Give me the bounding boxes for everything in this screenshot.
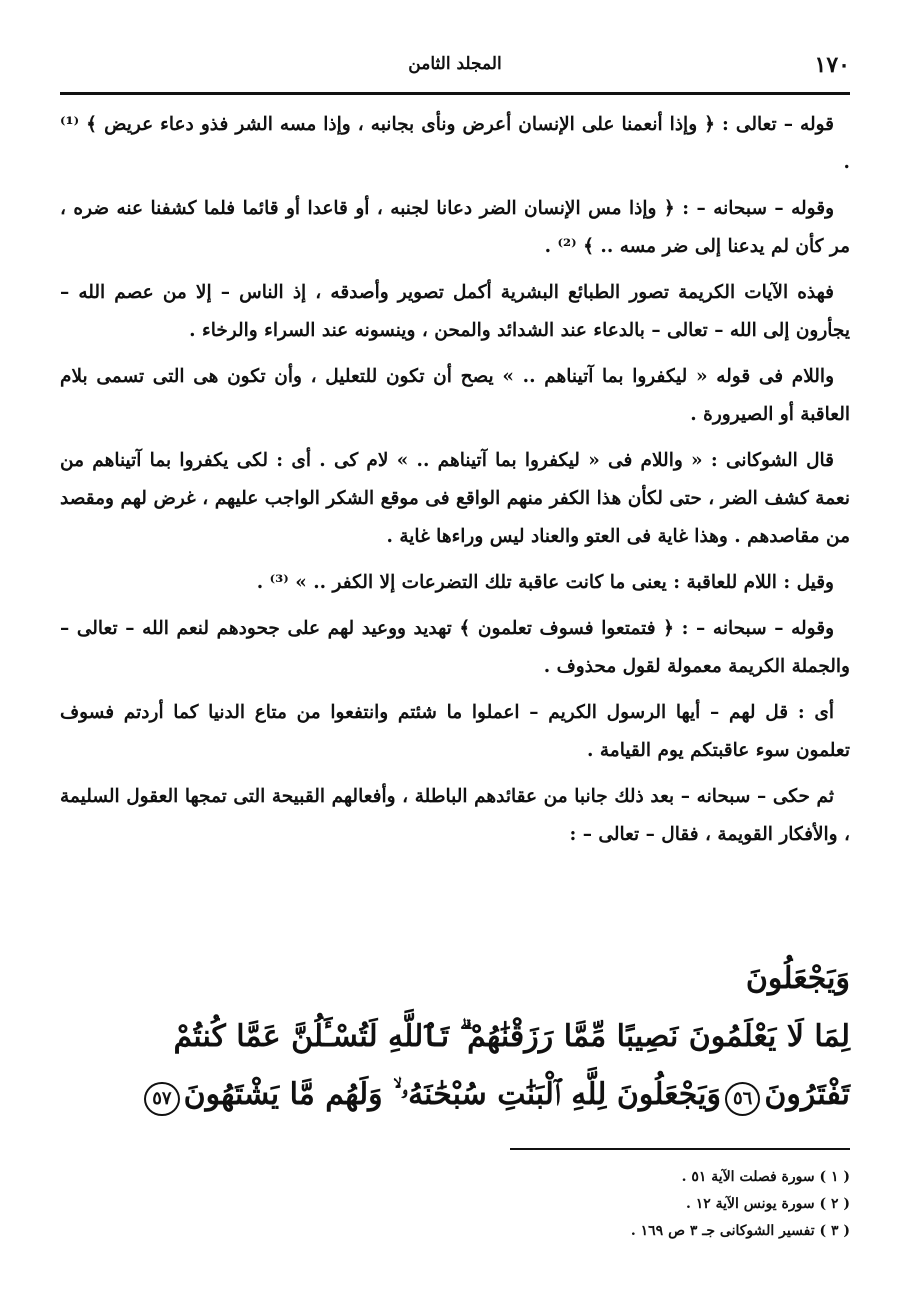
page-header xyxy=(60,40,850,88)
paragraph: وقوله – سبحانه – : ﴿ وإذا مس الإنسان الضر دعانا لجنبه ، أو قاعدا أو قائما فلما كشفنا عنه ضره ، مر كأن لم يدعنا إلى ضر مسه .. ﴾ ⁽²⁾ . xyxy=(60,198,850,257)
page-number: ١٧٠ xyxy=(814,52,850,78)
verse-line-3-start: تَفْتَرُونَ xyxy=(764,1077,850,1112)
verse-line-1: وَيَجْعَلُونَ xyxy=(745,961,850,996)
footnote-1: ( ١ ) سورة فصلت الآية ٥١ . xyxy=(681,1169,850,1185)
paragraph: واللام فى قوله « ليكفروا بما آتيناهم .. » يصح أن تكون للتعليل ، وأن تكون هى التى تسمى بلام العاقبة أو الصيرورة . xyxy=(60,366,850,425)
footnote-divider xyxy=(510,1148,850,1150)
commentary-text xyxy=(60,106,850,862)
book-page xyxy=(60,40,850,1280)
verse-line-3 xyxy=(80,1066,850,1124)
ayah-number-56: ٥٦ xyxy=(725,1082,760,1116)
footnotes xyxy=(631,1164,850,1245)
header-divider xyxy=(60,92,850,95)
paragraph: فهذه الآيات الكريمة تصور الطبائع البشرية أكمل تصوير وأصدقه ، إذ الناس – إلا من عصم الله – يجأرون إلى الله – تعالى – بالدعاء عند الشدائد والمحن ، وينسونه عند السراء والرخاء . xyxy=(60,282,850,341)
volume-title: المجلد الثامن xyxy=(408,54,502,74)
quran-verse-block xyxy=(80,950,850,1124)
verse-line-2: لِمَا لَا يَعْلَمُونَ نَصِيبًا مِّمَّا رَزَقْنَٰهُمْ ۗ تَٱللَّهِ لَتُسْـَٔلُنَّ عَمَّا كُنتُمْ xyxy=(173,1019,850,1054)
paragraph: ثم حكى – سبحانه – بعد ذلك جانبا من عقائدهم الباطلة ، وأفعالهم القبيحة التى تمجها العقول السليمة ، والأفكار القويمة ، فقال – تعالى – : xyxy=(60,786,850,845)
verse-line-3-end: وَيَجْعَلُونَ لِلَّهِ ٱلْبَنَٰتِ سُبْحَٰنَهُۥ ۙ وَلَهُم مَّا يَشْتَهُونَ xyxy=(183,1077,721,1112)
paragraph: قوله – تعالى : ﴿ وإذا أنعمنا على الإنسان أعرض ونأى بجانبه ، وإذا مسه الشر فذو دعاء عريض ﴾ ⁽¹⁾ . xyxy=(60,114,850,173)
paragraph: وقيل : اللام للعاقبة : يعنى ما كانت عاقبة تلك التضرعات إلا الكفر .. » ⁽³⁾ . xyxy=(256,572,834,593)
ayah-number-57: ٥٧ xyxy=(144,1082,179,1116)
footnote-2: ( ٢ ) سورة يونس الآية ١٢ . xyxy=(685,1196,850,1212)
footnote-3: ( ٣ ) تفسير الشوكانى جـ ٣ ص ١٦٩ . xyxy=(630,1223,850,1239)
paragraph: أى : قل لهم – أيها الرسول الكريم – اعملوا ما شئتم وانتفعوا من متاع الدنيا كما أردتم فسوف تعلمون سوء عاقبتكم يوم القيامة . xyxy=(60,702,850,761)
paragraph: وقوله – سبحانه – : ﴿ فتمتعوا فسوف تعلمون ﴾ تهديد ووعيد لهم على جحودهم لنعم الله – تعالى – والجملة الكريمة معمولة لقول محذوف . xyxy=(60,618,850,677)
paragraph: قال الشوكانى : « واللام فى « ليكفروا بما آتيناهم .. » لام كى . أى : لكى يكفروا بما آتيناهم من نعمة كشف الضر ، حتى لكأن هذا الكفر منهم الواقع فى موقع الشكر الواجب عليهم ، غرض لهم ومقصد من مقاصدهم . وهذا غاية فى العتو والعناد ليس وراءها غاية . xyxy=(60,450,850,547)
